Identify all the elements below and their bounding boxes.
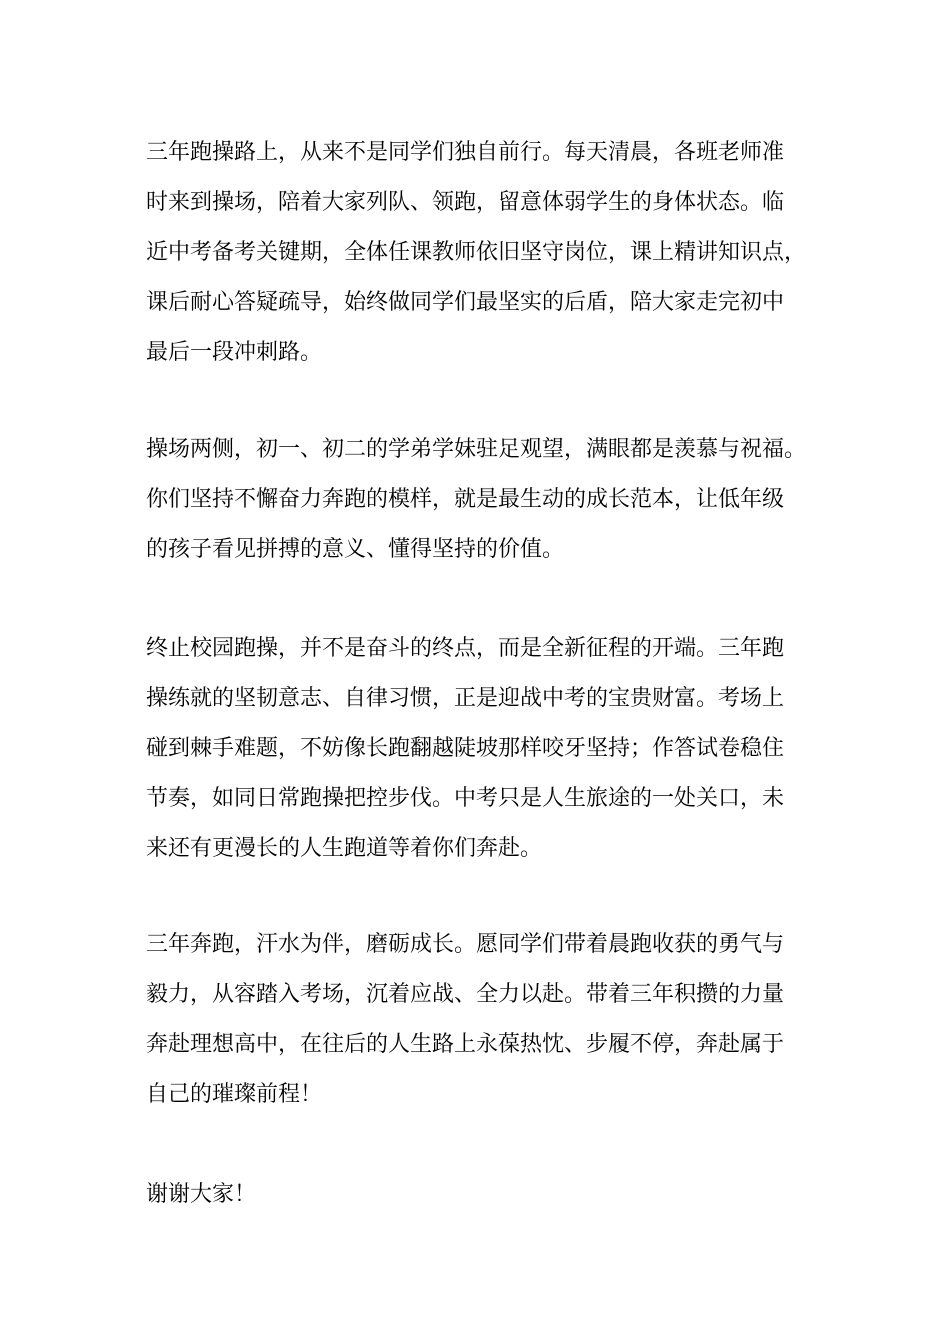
text-line: 的孩子看见拼搏的意义、懂得坚持的价值。 bbox=[146, 537, 565, 562]
text-line: 三年跑操路上，从来不是同学们独自前行。每天清晨，各班老师准 bbox=[146, 140, 785, 165]
text-line: 课后耐心答疑疏导，始终做同学们最坚实的后盾，陪大家走完初中 bbox=[146, 290, 785, 315]
text-line: 操练就的坚韧意志、自律习惯，正是迎战中考的宝贵财富。考场上 bbox=[146, 686, 785, 711]
text-line: 你们坚持不懈奋力奔跑的模样，就是最生动的成长范本，让低年级 bbox=[146, 487, 785, 512]
paragraph-new-journey bbox=[146, 624, 826, 874]
paragraph-teachers-support bbox=[146, 128, 826, 378]
text-line: 终止校园跑操，并不是奋斗的终点，而是全新征程的开端。三年跑 bbox=[146, 636, 785, 661]
text-line: 操场两侧，初一、初二的学弟学妹驻足观望，满眼都是羡慕与祝福。 bbox=[146, 437, 807, 462]
text-line: 奔赴理想高中，在往后的人生路上永葆热忱、步履不停，奔赴属于 bbox=[146, 1032, 785, 1057]
text-line: 节奏，如同日常跑操把控步伐。中考只是人生旅途的一处关口，未 bbox=[146, 786, 785, 811]
paragraph-younger-students bbox=[146, 425, 826, 575]
paragraph-closing-thanks bbox=[146, 1170, 826, 1220]
text-line: 碰到棘手难题，不妨像长跑翻越陡坡那样咬牙坚持；作答试卷稳住 bbox=[146, 736, 785, 761]
text-line: 最后一段冲刺路。 bbox=[146, 340, 323, 365]
text-line: 近中考备考关键期，全体任课教师依旧坚守岗位，课上精讲知识点， bbox=[146, 240, 807, 265]
text-line: 毅力，从容踏入考场，沉着应战、全力以赴。带着三年积攒的力量 bbox=[146, 982, 785, 1007]
text-line: 自己的璀璨前程！ bbox=[146, 1082, 323, 1107]
paragraph-wishes bbox=[146, 920, 826, 1120]
text-line: 谢谢大家！ bbox=[146, 1182, 257, 1207]
text-line: 时来到操场，陪着大家列队、领跑，留意体弱学生的身体状态。临 bbox=[146, 190, 785, 215]
text-line: 来还有更漫长的人生跑道等着你们奔赴。 bbox=[146, 836, 543, 861]
text-line: 三年奔跑，汗水为伴，磨砺成长。愿同学们带着晨跑收获的勇气与 bbox=[146, 932, 785, 957]
